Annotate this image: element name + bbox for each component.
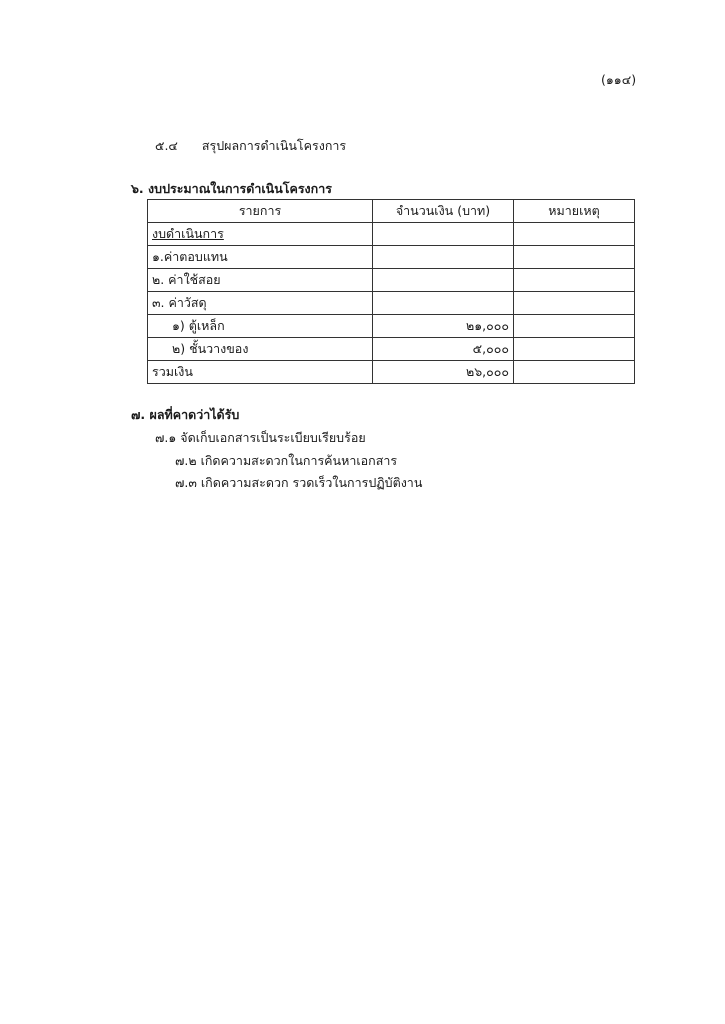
table-row bbox=[148, 315, 635, 338]
budget-table bbox=[147, 199, 635, 384]
row-amount bbox=[373, 292, 514, 315]
table-row bbox=[148, 246, 635, 269]
row-amount: ๕,๐๐๐ bbox=[373, 338, 514, 361]
table-row bbox=[148, 338, 635, 361]
row-item: ๑) ตู้เหล็ก bbox=[148, 315, 373, 338]
section-6-heading: ๖. งบประมาณในการดำเนินโครงการ bbox=[131, 181, 332, 196]
row-note bbox=[514, 223, 635, 246]
header-note: หมายเหตุ bbox=[514, 200, 635, 223]
expected-result-item: ๗.๒ เกิดความสะดวกในการค้นหาเอกสาร bbox=[175, 453, 398, 468]
table-header-row bbox=[148, 200, 635, 223]
row-item: ๒. ค่าใช้สอย bbox=[148, 269, 373, 292]
row-item: งบดำเนินการ bbox=[148, 223, 373, 246]
header-item: รายการ bbox=[148, 200, 373, 223]
row-item: ๑.ค่าตอบแทน bbox=[148, 246, 373, 269]
row-note bbox=[514, 269, 635, 292]
row-amount bbox=[373, 246, 514, 269]
expected-result-item: ๗.๓ เกิดความสะดวก รวดเร็วในการปฏิบัติงาน bbox=[175, 475, 423, 490]
row-amount: ๒๖,๐๐๐ bbox=[373, 361, 514, 384]
section-5-4-text: สรุปผลการดำเนินโครงการ bbox=[201, 138, 347, 153]
expected-result-item: ๗.๑ จัดเก็บเอกสารเป็นระเบียบเรียบร้อย bbox=[155, 430, 366, 445]
row-item: ๒) ชั้นวางของ bbox=[148, 338, 373, 361]
row-note bbox=[514, 315, 635, 338]
page-number: (๑๑๔) bbox=[601, 72, 637, 87]
row-note bbox=[514, 361, 635, 384]
table-row bbox=[148, 223, 635, 246]
table-total-row bbox=[148, 361, 635, 384]
row-note bbox=[514, 292, 635, 315]
header-amount: จำนวนเงิน (บาท) bbox=[373, 200, 514, 223]
table-row bbox=[148, 269, 635, 292]
row-note bbox=[514, 338, 635, 361]
section-7-heading: ๗. ผลที่คาดว่าได้รับ bbox=[131, 407, 240, 422]
section-5-4-number: ๕.๔ bbox=[155, 138, 178, 153]
row-amount bbox=[373, 223, 514, 246]
row-item: ๓. ค่าวัสดุ bbox=[148, 292, 373, 315]
table-row bbox=[148, 292, 635, 315]
row-note bbox=[514, 246, 635, 269]
row-item: รวมเงิน bbox=[148, 361, 373, 384]
row-amount: ๒๑,๐๐๐ bbox=[373, 315, 514, 338]
section-5-4 bbox=[155, 136, 346, 156]
row-amount bbox=[373, 269, 514, 292]
